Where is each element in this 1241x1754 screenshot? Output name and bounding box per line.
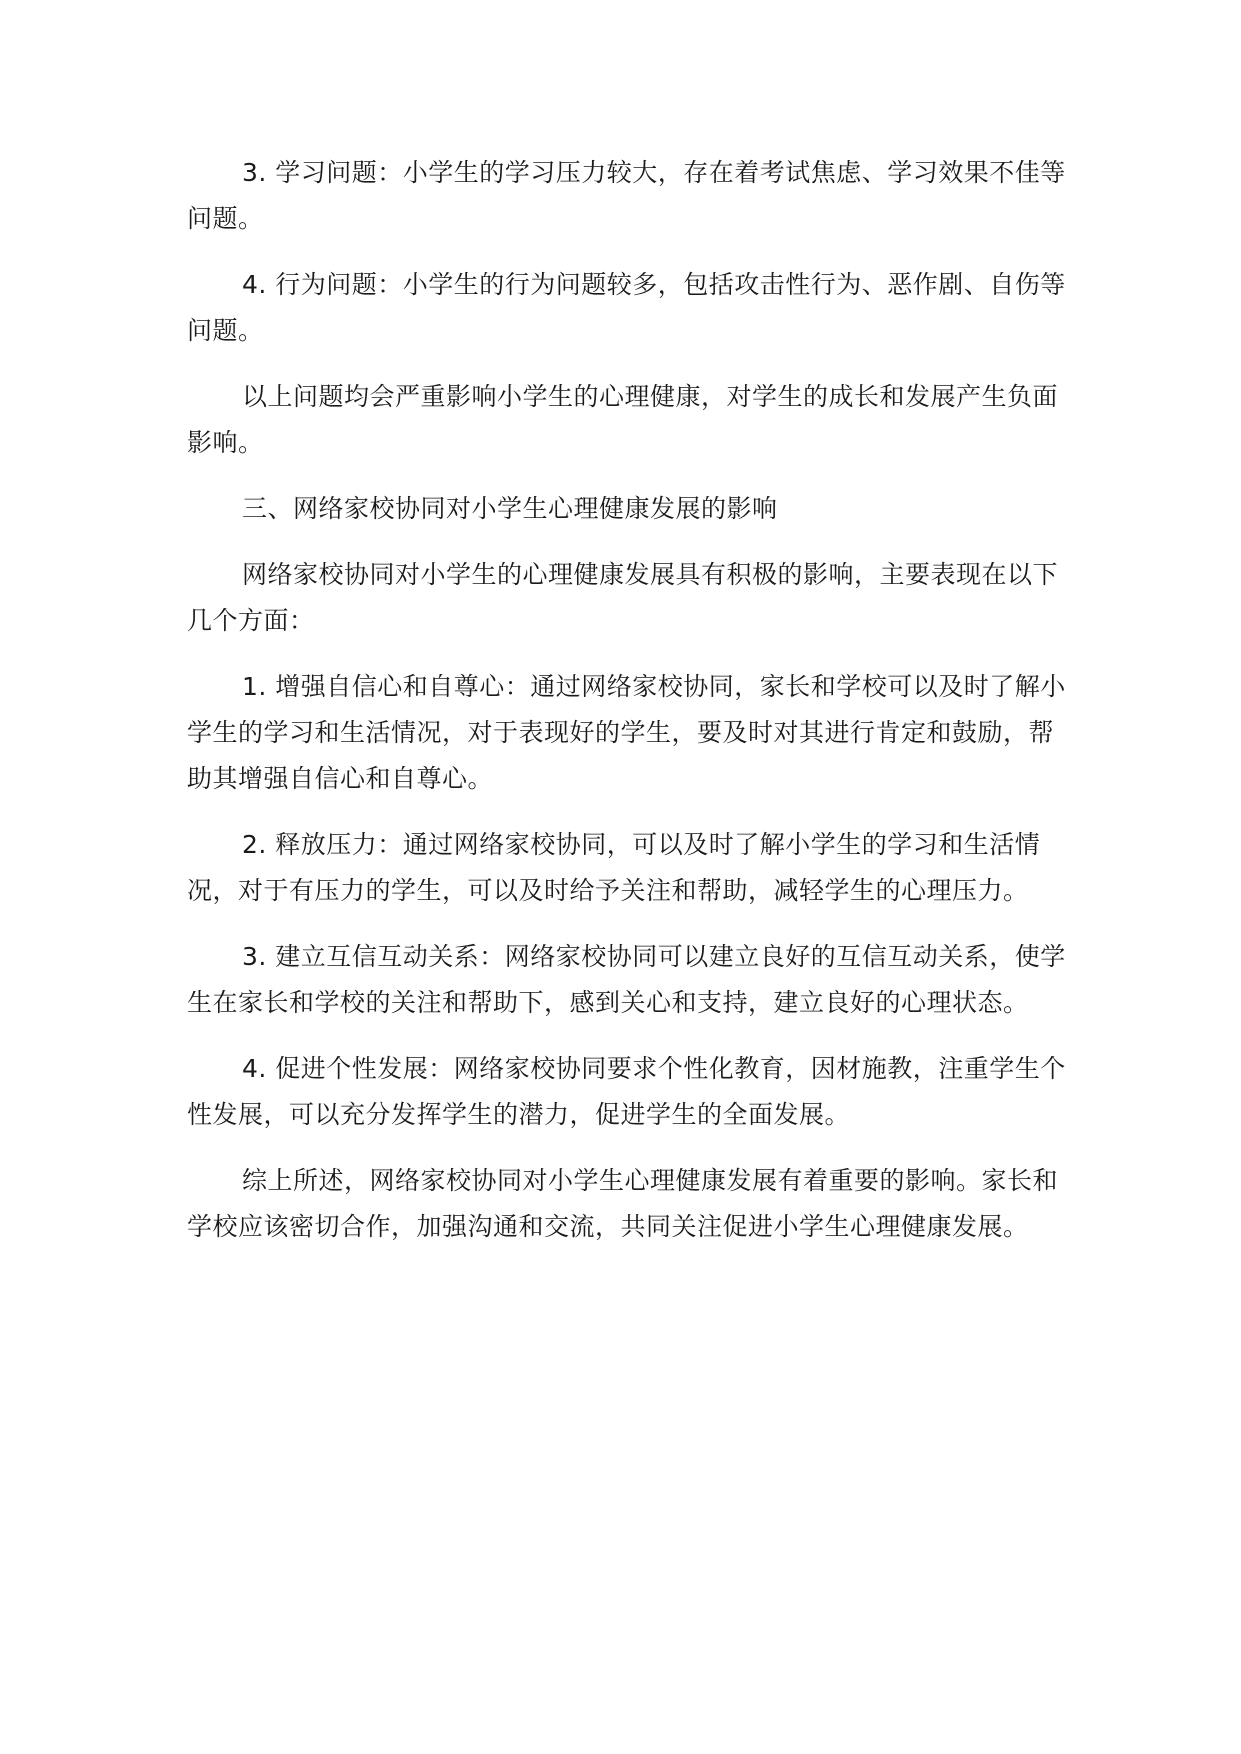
paragraph-release-pressure: 2. 释放压力：通过网络家校协同，可以及时了解小学生的学习和生活情况，对于有压力的学生，可以及时给予关注和帮助，减轻学生的心理压力。 (187, 830, 1041, 905)
paragraph-problems-summary: 以上问题均会严重影响小学生的心理健康，对学生的成长和发展产生负面影响。 (187, 382, 1059, 457)
paragraph-mutual-trust: 3. 建立互信互动关系：网络家校协同可以建立良好的互信互动关系，使学生在家长和学校的关注和帮助下，感到关心和支持，建立良好的心理状态。 (187, 942, 1066, 1017)
paragraph-confidence: 1. 增强自信心和自尊心：通过网络家校协同，家长和学校可以及时了解小学生的学习和生活情况，对于表现好的学生，要及时对其进行肯定和鼓励，帮助其增强自信心和自尊心。 (187, 672, 1066, 793)
paragraph-conclusion: 综上所述，网络家校协同对小学生心理健康发展有着重要的影响。家长和学校应该密切合作，加强沟通和交流，共同关注促进小学生心理健康发展。 (187, 1166, 1059, 1241)
paragraph-behavior-problems: 4. 行为问题：小学生的行为问题较多，包括攻击性行为、恶作剧、自伤等问题。 (187, 270, 1066, 345)
paragraph-section-intro: 网络家校协同对小学生的心理健康发展具有积极的影响，主要表现在以下几个方面： (187, 560, 1059, 635)
section-heading-three: 三、网络家校协同对小学生心理健康发展的影响 (242, 494, 778, 523)
paragraph-study-problems: 3. 学习问题：小学生的学习压力较大，存在着考试焦虑、学习效果不佳等问题。 (187, 158, 1066, 233)
document-body (187, 150, 1077, 1270)
paragraph-personality: 4. 促进个性发展：网络家校协同要求个性化教育，因材施教，注重学生个性发展，可以充分发挥学生的潜力，促进学生的全面发展。 (187, 1054, 1066, 1129)
